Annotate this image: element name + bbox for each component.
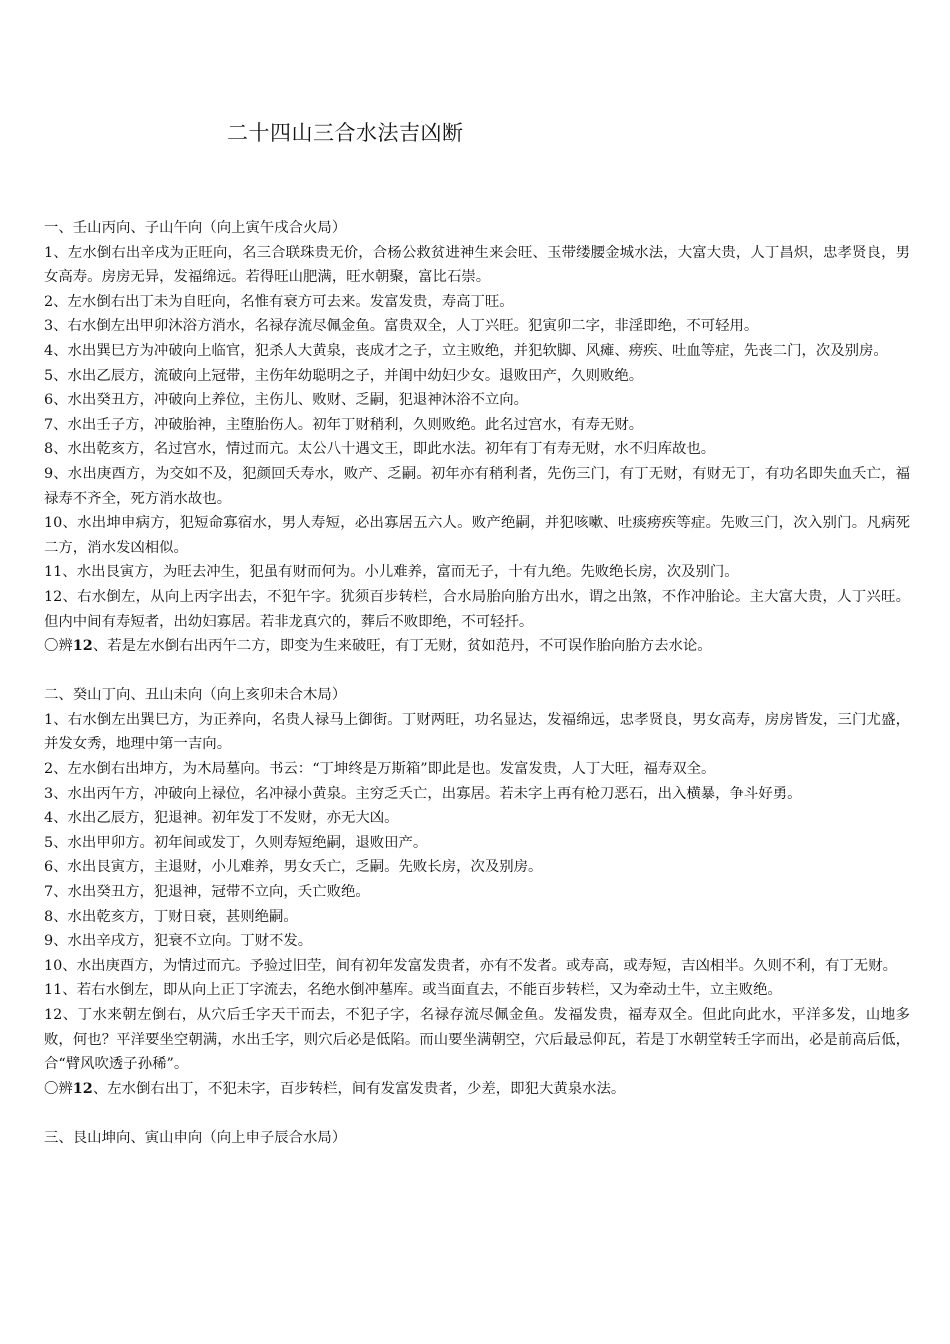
section-3 [44,1126,910,1151]
note-prefix: 〇辨 [44,1080,73,1097]
page-title: 二十四山三合水法吉凶断 [227,121,464,145]
section-spacer [44,1101,910,1126]
document-body [44,216,910,1151]
list-item: 1、左水倒右出辛戌为正旺向，名三合联珠贵无价，合杨公救贫进神生来会旺、玉带缕腰金城水法，大富大贵，人丁昌炽，忠孝贤良，男女高寿。房房无异，发福绵远。若得旺山肥满，旺水朝聚，富比石崇。 [44,244,910,286]
list-item: 5、水出乙辰方，流破向上冠带，主伤年幼聪明之子，并闺中幼妇少女。退败田产，久则败绝。 [44,367,644,384]
list-item: 7、水出壬子方，冲破胎神，主堕胎伤人。初年丁财稍利，久则败绝。此名过宫水，有寿无财。 [44,416,644,433]
list-item: 4、水出巽巳方为冲破向上临官，犯杀人大黄泉，丧成才之子，立主败绝，并犯软脚、风瘫、痨疾、吐血等症，先丧二门，次及别房。 [44,342,888,359]
list-item: 3、水出丙午方，冲破向上禄位，名冲禄小黄泉。主穷乏夭亡，出寡居。若未字上再有枪刀恶石，出入横暴，争斗好勇。 [44,785,802,802]
list-item: 10、水出庚酉方，为情过而亢。予验过旧茔，间有初年发富发贵者，亦有不发者。或寿高，或寿短，吉凶相半。久则不利，有丁无财。 [44,957,897,974]
list-item: 5、水出甲卯方。初年间或发丁，久则寿短绝嗣，退败田产。 [44,834,428,851]
list-item: 12、丁水来朝左倒右，从穴后壬字天干而去，不犯子字，名禄存流尽佩金鱼。发福发贵，福寿双全。但此向此水，平洋多发，山地多败，何也？平洋要坐空朝满，水出壬字，则穴后必是低陷。而山要坐满朝空，穴后最忌仰瓦，若是丁水朝堂转壬字而出，必是前高后低，合“臂风吹透子孙稀”。 [44,1007,910,1073]
list-item: 3、右水倒左出甲卯沐浴方消水，名禄存流尽佩金鱼。富贵双全，人丁兴旺。犯寅卯二字，非淫即绝，不可轻用。 [44,318,759,335]
note-item [44,634,910,659]
list-item: 6、水出癸丑方，冲破向上养位，主伤儿、败财、乏嗣，犯退神沐浴不立向。 [44,392,529,409]
note-text: 、若是左水倒右出丙午二方，即变为生来破旺，有丁无财，贫如范丹，不可误作胎向胎方去水论。 [92,638,712,655]
list-item: 11、若右水倒左，即从向上正丁字流去，名绝水倒冲墓库。或当面直去，不能百步转栏，又为牵动土牛，立主败绝。 [44,982,782,999]
note-text: 、左水倒右出丁，不犯未字，百步转栏，间有发富发贵者，少差，即犯大黄泉水法。 [92,1080,626,1097]
section-1 [44,216,910,659]
section-heading: 三、艮山坤向、寅山申向（向上申子辰合水局） [44,1129,347,1146]
section-heading: 二、癸山丁向、丑山未向（向上亥卯未合木局） [44,687,347,704]
list-item: 4、水出乙辰方，犯退神。初年发丁不发财，亦无大凶。 [44,810,399,827]
list-item: 8、水出乾亥方，丁财日衰，甚则绝嗣。 [44,908,298,925]
list-item: 9、水出庚酉方，为交如不及，犯颜回夭寿水，败产、乏嗣。初年亦有稍利者，先伤三门，有丁无财，有财无丁，有功名即失血夭亡，福禄寿不齐全，死方消水故也。 [44,465,910,507]
note-prefix: 〇辨 [44,638,73,655]
note-number: 12 [72,1079,93,1097]
note-number: 12 [72,637,93,655]
list-item: 7、水出癸丑方，犯退神，冠带不立向，夭亡败绝。 [44,884,370,901]
section-heading: 一、壬山丙向、子山午向（向上寅午戌合火局） [44,220,347,236]
list-item: 6、水出艮寅方，主退财，小儿难养，男女夭亡，乏嗣。先败长房，次及别房。 [44,859,543,876]
list-item: 8、水出乾亥方，名过宫水，情过而亢。太公八十遇文王，即此水法。初年有丁有寿无财，水不归库故也。 [44,441,716,458]
list-item: 1、右水倒左出巽巳方，为正养向，名贵人禄马上御街。丁财两旺，功名显达，发福绵远，忠孝贤良，男女高寿，房房皆发，三门尤盛，并发女秀，地理中第一吉向。 [44,711,910,753]
list-item: 2、左水倒右出丁未为自旺向，名惟有衰方可去来。发富发贵，寿高丁旺。 [44,293,514,310]
list-item: 11、水出艮寅方，为旺去冲生，犯虽有财而何为。小儿难养，富而无子，十有九绝。先败绝长房，次及别门。 [44,564,739,581]
list-item: 10、水出坤申病方，犯短命寡宿水，男人寿短，必出寡居五六人。败产绝嗣，并犯咳嗽、吐痰痨疾等症。先败三门，次入别门。凡病死二方，消水发凶相似。 [44,515,910,556]
list-item: 2、左水倒右出坤方，为木局墓向。书云：“丁坤终是万斯箱”即此是也。发富发贵，人丁大旺，福寿双全。 [44,761,716,778]
list-item: 9、水出辛戌方，犯衰不立向。丁财不发。 [44,933,313,950]
note-item [44,1077,910,1102]
list-item: 12、右水倒左，从向上丙字出去，不犯午字。犹须百步转栏，合水局胎向胎方出水，谓之出煞，不作冲胎论。主大富大贵，人丁兴旺。但内中间有寿短者，出幼妇寡居。若非龙真穴的，葬后不败即绝，不可轻扦。 [44,588,910,630]
section-spacer [44,659,910,684]
section-2 [44,683,910,1101]
